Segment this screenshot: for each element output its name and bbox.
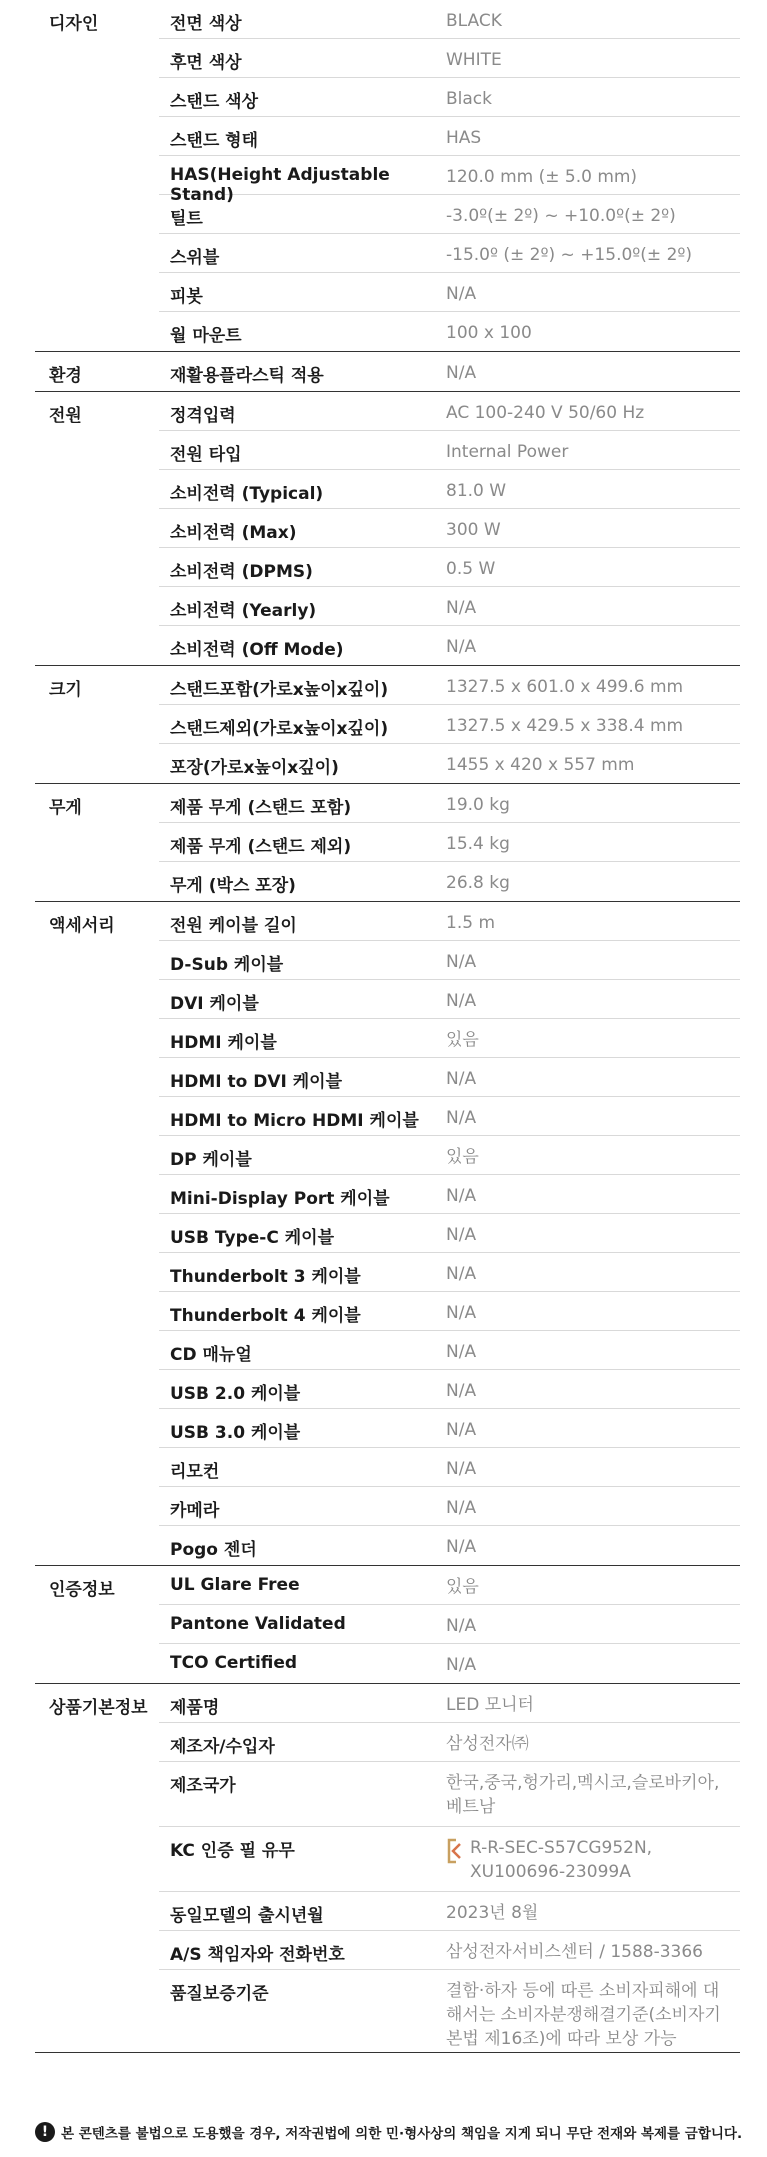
spec-value: 삼성전자㈜ [446,1734,529,1754]
spec-value: N/A [446,1381,477,1401]
spec-label: HAS(Height Adjustable Stand) [170,165,390,205]
spec-row [159,39,740,78]
spec-rows [159,392,740,665]
spec-value: R-R-SEC-S57CG952N, XU100696-23099A [470,1838,653,1882]
spec-row [159,1566,740,1605]
spec-row [159,1970,740,2052]
spec-row [159,195,740,234]
spec-value: N/A [446,284,477,304]
spec-row [159,1019,740,1058]
spec-row [159,234,740,273]
section-category: 전원 [49,406,82,426]
spec-value: N/A [446,1459,477,1479]
spec-section [35,1684,740,2053]
spec-row [159,587,740,626]
spec-value: N/A [446,1498,477,1518]
spec-row [159,509,740,548]
spec-row [159,784,740,823]
spec-value: N/A [446,1108,477,1128]
spec-value: N/A [446,1069,477,1089]
spec-value: AC 100-240 V 50/60 Hz [446,403,645,423]
spec-row [159,1331,740,1370]
spec-label: USB 2.0 케이블 [170,1384,301,1404]
spec-value: 한국,중국,헝가리,멕시코,슬로바키아,베트남 [446,1773,720,1817]
spec-label: D-Sub 케이블 [170,955,284,975]
spec-row [159,1136,740,1175]
spec-value: 81.0 W [446,481,507,501]
spec-value: N/A [446,952,477,972]
spec-row [159,902,740,941]
spec-value: 있음 [446,1147,479,1167]
spec-label: 제품 무게 (스탠드 포함) [170,798,352,818]
spec-row [159,1827,740,1892]
spec-value: N/A [446,1342,477,1362]
spec-value: -3.0º(± 2º) ~ +10.0º(± 2º) [446,206,676,226]
spec-section [35,352,740,392]
section-category: 상품기본정보 [49,1698,148,1718]
spec-table [35,0,740,2053]
spec-row [159,1931,740,1970]
spec-section [35,784,740,902]
spec-value: Black [446,89,492,109]
spec-value: N/A [446,1186,477,1206]
spec-label: Mini-Display Port 케이블 [170,1189,390,1209]
spec-value: 1.5 m [446,913,495,933]
section-category: 크기 [49,680,82,700]
spec-row [159,392,740,431]
spec-value: 1455 x 420 x 557 mm [446,755,635,775]
spec-value: WHITE [446,50,502,70]
spec-label: 피봇 [170,287,203,307]
spec-row [159,1292,740,1331]
spec-label: 전원 타입 [170,445,242,465]
spec-row [159,1370,740,1409]
section-category: 환경 [49,366,82,386]
spec-label: Pogo 젠더 [170,1540,257,1560]
spec-row [159,156,740,205]
spec-value: 1327.5 x 429.5 x 338.4 mm [446,716,684,736]
spec-label: CD 매뉴얼 [170,1345,252,1365]
spec-row [159,1644,740,1683]
spec-label: 스탠드포함(가로x높이x깊이) [170,680,389,700]
spec-value: N/A [446,1655,477,1675]
spec-rows [159,0,740,351]
spec-label: DP 케이블 [170,1150,252,1170]
spec-row [159,352,740,391]
spec-row [159,1526,740,1565]
spec-value: 1327.5 x 601.0 x 499.6 mm [446,677,684,697]
spec-row [159,1723,740,1762]
spec-label: 소비전력 (Typical) [170,484,324,504]
spec-value: HAS [446,128,482,148]
exclamation-icon: ! [35,2122,55,2142]
spec-label: 소비전력 (Max) [170,523,297,543]
spec-rows [159,784,740,901]
spec-section [35,0,740,352]
spec-value: -15.0º (± 2º) ~ +15.0º(± 2º) [446,245,693,265]
spec-row [159,1409,740,1448]
spec-row [159,0,740,39]
spec-rows [159,666,740,783]
spec-section [35,392,740,666]
spec-rows [159,1684,740,2052]
spec-label: 월 마운트 [170,326,242,346]
spec-row [159,312,740,351]
section-category: 디자인 [49,14,99,34]
spec-row [159,548,740,587]
spec-value: N/A [446,1537,477,1557]
spec-row [159,273,740,312]
spec-row [159,744,740,783]
spec-label: 포장(가로x높이x깊이) [170,758,339,778]
spec-row [159,1214,740,1253]
spec-value: 15.4 kg [446,834,510,854]
spec-label: 무게 (박스 포장) [170,876,296,896]
spec-value: N/A [446,598,477,618]
spec-value: 120.0 mm (± 5.0 mm) [446,167,638,187]
spec-value: 있음 [446,1030,479,1050]
spec-label: TCO Certified [170,1653,298,1673]
spec-section [35,902,740,1566]
spec-row [159,1487,740,1526]
spec-label: USB Type-C 케이블 [170,1228,334,1248]
spec-value: 0.5 W [446,559,496,579]
spec-row [159,1058,740,1097]
spec-label: 제조자/수입자 [170,1737,275,1757]
spec-label: 스탠드 색상 [170,92,259,112]
spec-label: UL Glare Free [170,1575,300,1595]
section-category: 무게 [49,798,82,818]
spec-label: HDMI 케이블 [170,1033,277,1053]
spec-rows [159,1566,740,1683]
spec-value: LED 모니터 [446,1695,534,1715]
spec-row [159,1175,740,1214]
spec-label: USB 3.0 케이블 [170,1423,301,1443]
spec-value: 결함·하자 등에 따른 소비자피해에 대해서는 소비자분쟁해결기준(소비자기본법 제16조)에 따라 보상 가능 [446,1981,721,2049]
spec-row [159,117,740,156]
spec-label: Pantone Validated [170,1614,346,1634]
spec-row [159,666,740,705]
spec-row [159,470,740,509]
spec-row [159,862,740,901]
spec-value: 19.0 kg [446,795,510,815]
spec-label: KC 인증 필 유무 [170,1841,295,1861]
spec-row [159,1448,740,1487]
spec-row [159,705,740,744]
spec-label: 제품 무게 (스탠드 제외) [170,837,352,857]
spec-value: 있음 [446,1577,479,1597]
spec-value: BLACK [446,11,502,31]
spec-row [159,1762,740,1827]
spec-rows [159,902,740,1565]
spec-row [159,980,740,1019]
spec-value: 삼성전자서비스센터 / 1588-3366 [446,1942,703,1962]
spec-label: 리모컨 [170,1462,220,1482]
spec-label: 소비전력 (Yearly) [170,601,317,621]
spec-row [159,1684,740,1723]
spec-rows [159,352,740,391]
spec-label: 동일모델의 출시년월 [170,1906,324,1926]
spec-row [159,1605,740,1644]
spec-row [159,941,740,980]
copyright-notice [35,2122,742,2142]
section-category: 인증정보 [49,1580,115,1600]
spec-section [35,666,740,784]
notice-text: 본 콘텐츠를 불법으로 도용했을 경우, 저작권법에 의한 민·형사상의 책임을 지게 되니 무단 전재와 복제를 금합니다. [61,2126,743,2142]
spec-value: Internal Power [446,442,569,462]
spec-label: Thunderbolt 3 케이블 [170,1267,361,1287]
spec-section [35,1566,740,1684]
spec-label: 스탠드제외(가로x높이x깊이) [170,719,389,739]
spec-row [159,626,740,665]
spec-value: N/A [446,1616,477,1636]
spec-label: A/S 책임자와 전화번호 [170,1945,345,1965]
spec-label: 소비전력 (DPMS) [170,562,313,582]
kc-cert-value [446,1827,740,1884]
spec-value: 100 x 100 [446,323,532,343]
spec-row [159,78,740,117]
spec-value: N/A [446,991,477,1011]
spec-label: 카메라 [170,1501,220,1521]
spec-label: HDMI to Micro HDMI 케이블 [170,1111,419,1131]
spec-row [159,1097,740,1136]
spec-label: 틸트 [170,209,203,229]
spec-value: N/A [446,363,477,383]
spec-row [159,431,740,470]
spec-row [159,1892,740,1931]
spec-label: 제품명 [170,1698,220,1718]
spec-label: 소비전력 (Off Mode) [170,640,344,660]
spec-label: 후면 색상 [170,53,242,73]
spec-value: N/A [446,1264,477,1284]
spec-label: 전원 케이블 길이 [170,916,297,936]
spec-label: 재활용플라스틱 적용 [170,366,324,386]
spec-value: 26.8 kg [446,873,510,893]
spec-label: 품질보증기준 [170,1984,269,2004]
kc-mark-icon [446,1838,464,1864]
spec-value: N/A [446,637,477,657]
spec-label: Thunderbolt 4 케이블 [170,1306,361,1326]
spec-value: 300 W [446,520,501,540]
spec-row [159,823,740,862]
spec-label: DVI 케이블 [170,994,259,1014]
spec-value: N/A [446,1303,477,1323]
spec-label: 전면 색상 [170,14,242,34]
section-category: 액세서리 [49,916,115,936]
spec-label: 정격입력 [170,406,236,426]
spec-label: 제조국가 [170,1776,236,1796]
spec-label: HDMI to DVI 케이블 [170,1072,343,1092]
spec-value: 2023년 8월 [446,1903,539,1923]
spec-label: 스위블 [170,248,220,268]
spec-value: N/A [446,1420,477,1440]
spec-row [159,1253,740,1292]
spec-label: 스탠드 형태 [170,131,259,151]
spec-value: N/A [446,1225,477,1245]
